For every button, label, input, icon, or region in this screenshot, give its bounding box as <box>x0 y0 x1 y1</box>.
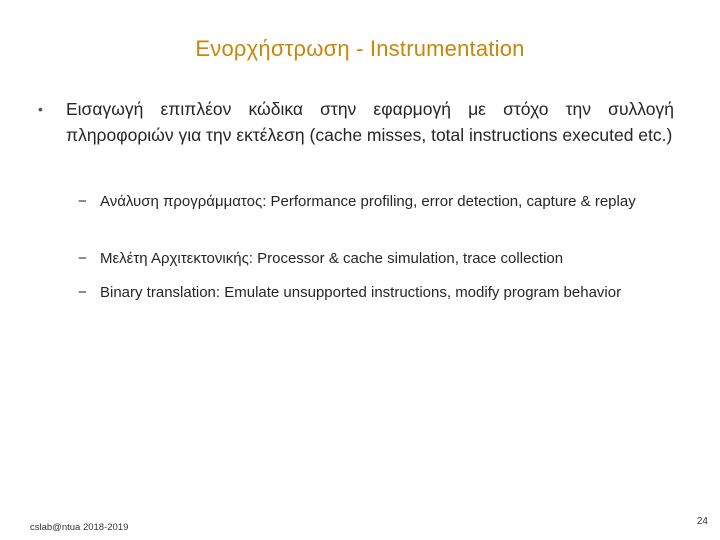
sub-item-program-analysis <box>78 190 674 213</box>
sub-item-text: Μελέτη Αρχιτεκτονικής: Processor & cache simulation, trace collection <box>100 250 564 267</box>
sub-item-text: Binary translation: Emulate unsupported instructions, modify program behavior <box>100 284 622 301</box>
footer-label: cslab@ntua 2018-2019 <box>30 522 129 533</box>
main-bullet <box>38 96 674 148</box>
sub-item-marker: − <box>78 284 87 301</box>
sub-item-binary-translation <box>78 281 674 304</box>
sub-item-marker: − <box>78 193 87 210</box>
bullet-text: Εισαγωγή επιπλέον κώδικα στην εφαρμογή με στόχο την συλλογή πληροφοριών για την εκτέλεση (cache misses, total instructions executed etc.) <box>66 99 674 145</box>
bullet-marker: • <box>38 101 43 117</box>
sub-item-marker: − <box>78 250 87 267</box>
sub-item-architecture-study <box>78 247 674 270</box>
page-number: 24 <box>696 516 708 527</box>
sub-item-text: Ανάλυση προγράμματος: Performance profiling, error detection, capture & replay <box>100 193 636 210</box>
slide-title: Ενορχήστρωση - Instrumentation <box>195 36 525 61</box>
